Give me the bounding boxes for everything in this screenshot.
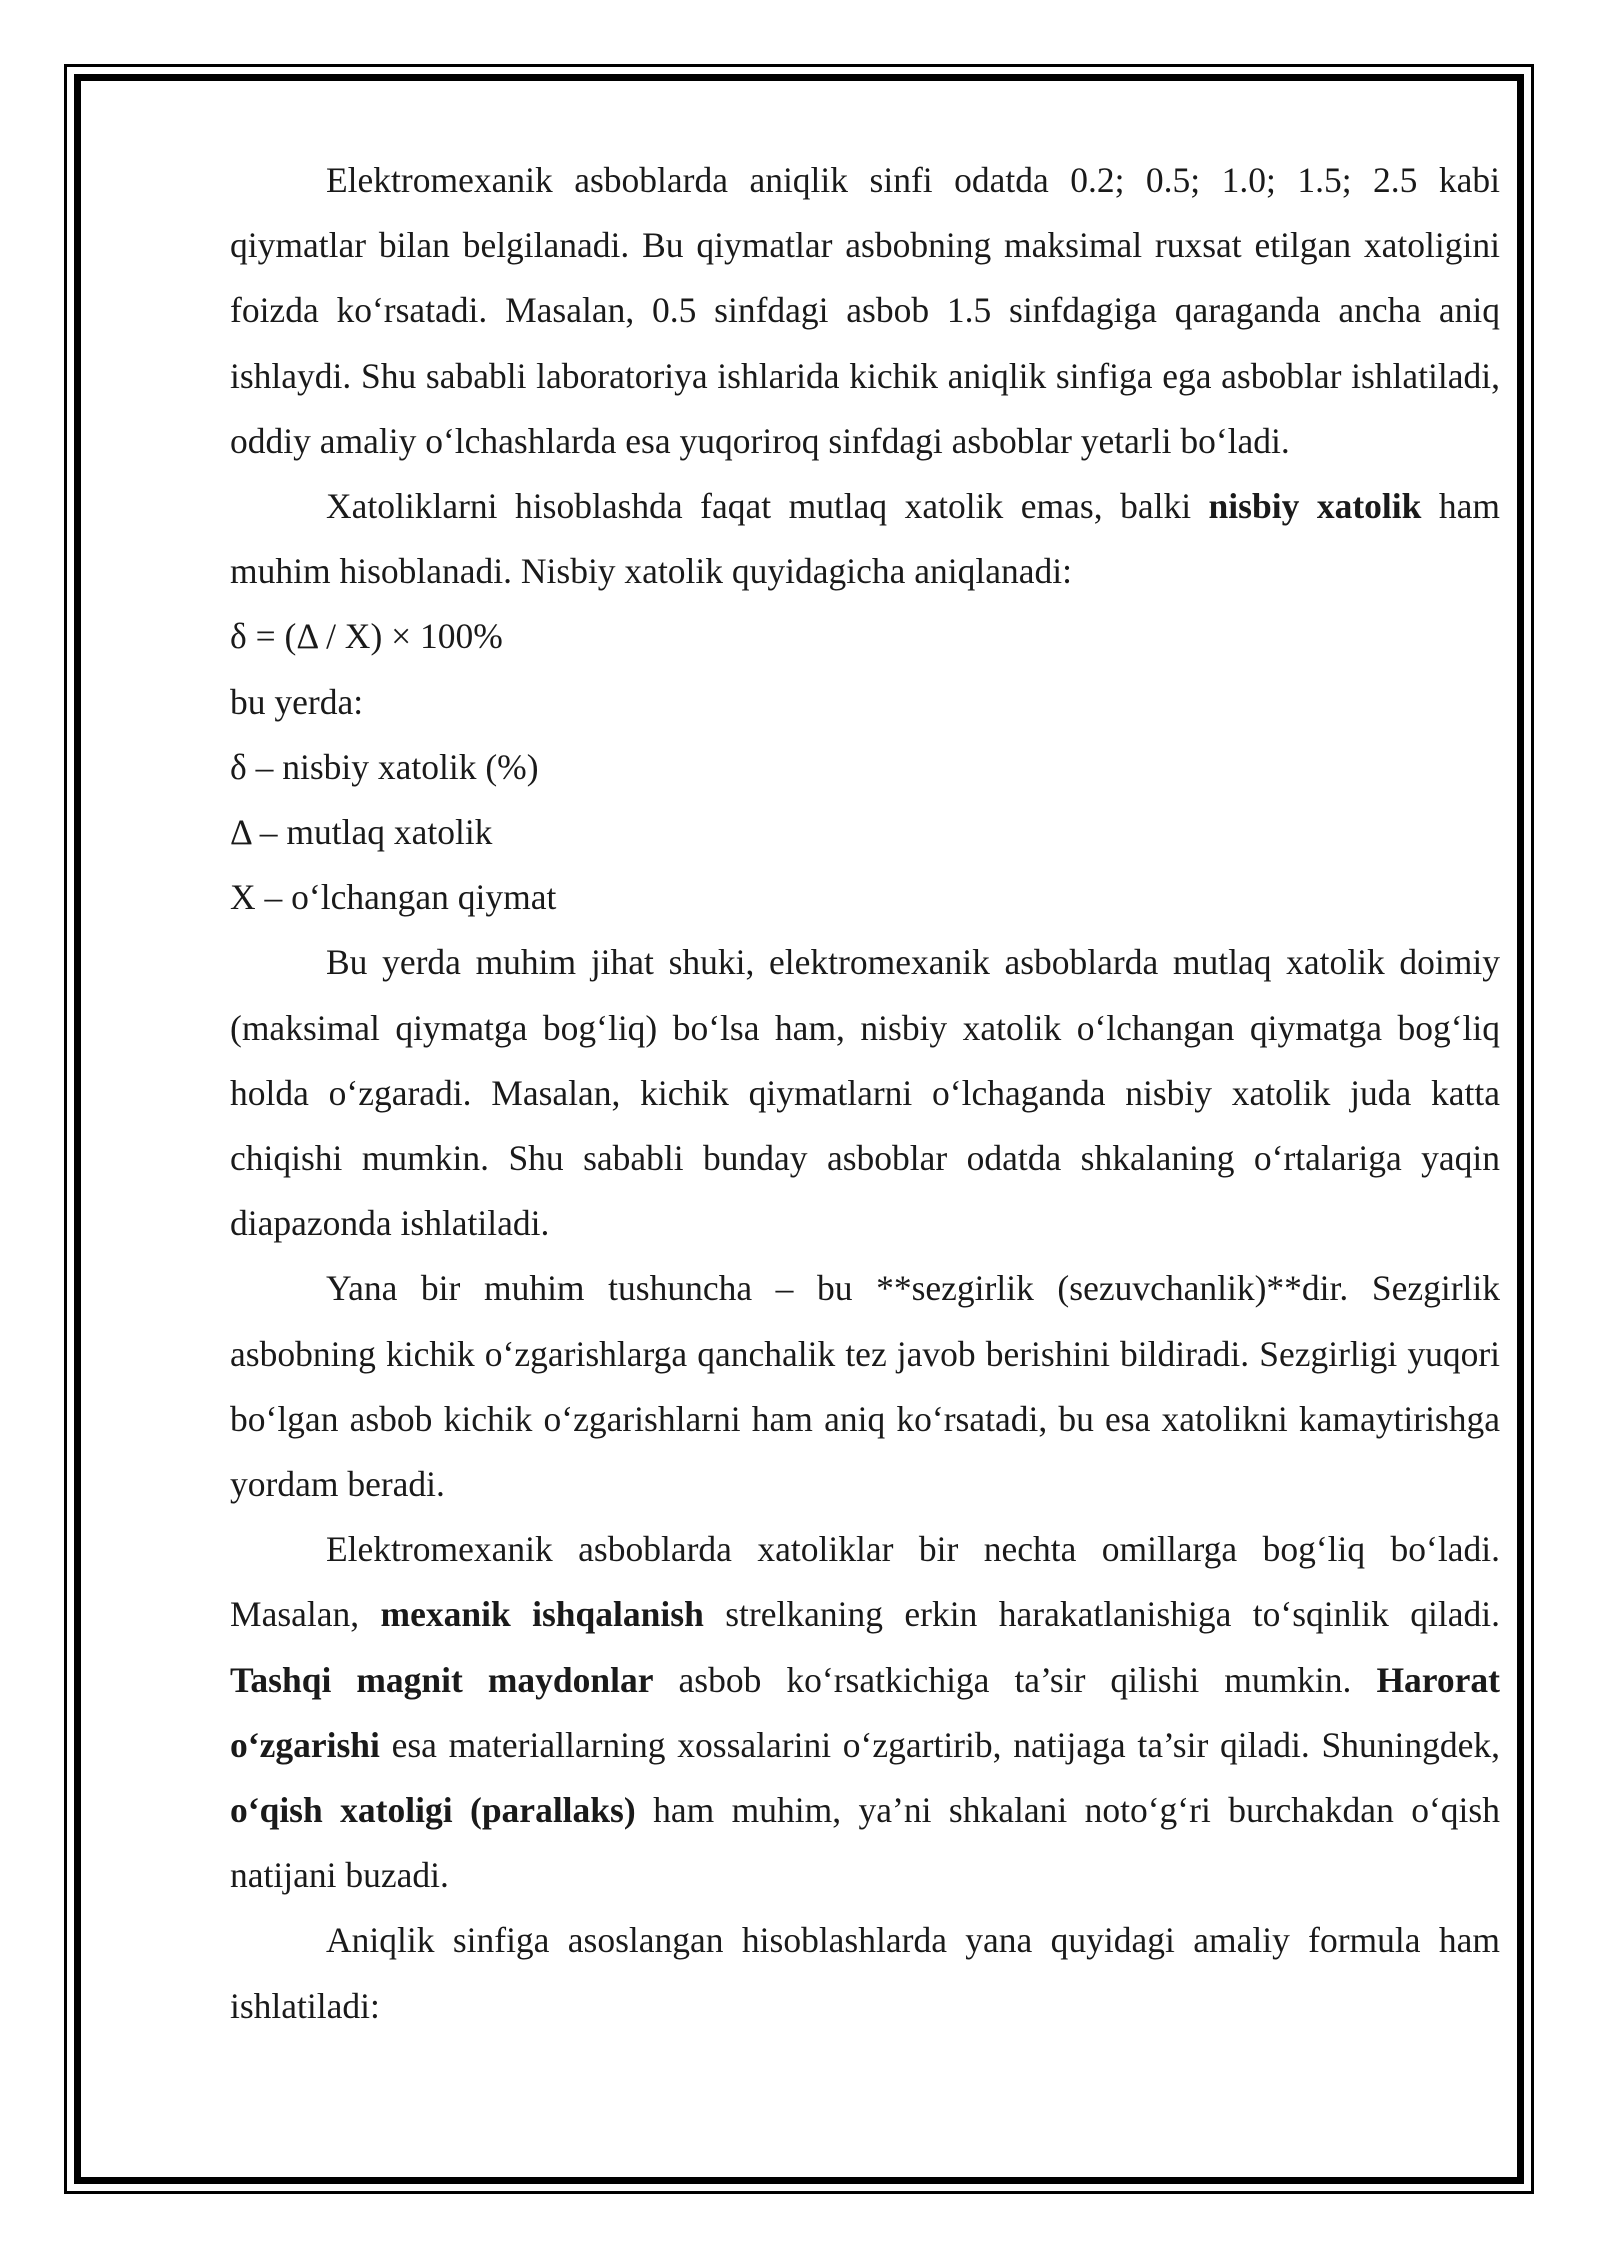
text-run: Xatoliklarni hisoblashda faqat mutlaq xatolik emas, balki: [326, 486, 1209, 527]
paragraph-relative-error: [230, 474, 1500, 604]
text-run: Aniqlik sinfiga asoslangan hisoblashlarda yana quyidagi amaliy formula ham ishlatiladi:: [230, 1920, 1500, 2026]
formula-line: [230, 604, 1500, 669]
bold-term: o‘qish xatoligi (parallaks): [230, 1790, 636, 1831]
document-body: [230, 148, 1500, 2039]
text-run: ham muhim hisoblanadi. Nisbiy xatolik quyidagicha aniqlanadi:: [230, 486, 1500, 592]
text-run: strelkaning erkin harakatlanishiga to‘sqinlik qiladi.: [703, 1594, 1500, 1635]
formula-text: δ = (Δ / X) × 100%: [230, 616, 503, 657]
bold-term: nisbiy xatolik: [1208, 486, 1422, 527]
paragraph-sensitivity: [230, 1256, 1500, 1517]
text-run: ham muhim, ya’ni shkalani noto‘g‘ri burchakdan o‘qish natijani buzadi.: [230, 1790, 1500, 1896]
paragraph-error-factors: [230, 1517, 1500, 1908]
text-run: asbob ko‘rsatkichiga ta’sir qilishi mumkin.: [653, 1659, 1377, 1700]
text-run: esa materiallarning xossalarini o‘zgartirib, natijaga ta’sir qiladi. Shuningdek,: [379, 1724, 1500, 1765]
definition-absolute-error: [230, 800, 1500, 865]
text-run: Δ – mutlaq xatolik: [230, 812, 493, 853]
paragraph-accuracy-class: [230, 148, 1500, 474]
bold-term: Harorat o‘zgarishi: [230, 1659, 1500, 1765]
text-run: Elektromexanik asboblarda aniqlik sinfi odatda 0.2; 0.5; 1.0; 1.5; 2.5 kabi qiymatlar bilan belgilanadi. Bu qiymatlar asbobning maksimal ruxsat etilgan xatoligini foizda ko‘rsatadi. Masalan, 0.5 sinfdagi asbob 1.5 sinfdagiga qaraganda ancha aniq ishlaydi. Shu sababli laboratoriya ishlarida kichik aniqlik sinfiga ega asboblar ishlatiladi, oddiy amaliy o‘lchashlarda esa yuqoriroq sinfdagi asboblar yetarli bo‘ladi.: [230, 160, 1500, 461]
definition-measured-value: [230, 865, 1500, 930]
where-line: [230, 670, 1500, 735]
text-run: X – o‘lchangan qiymat: [230, 877, 557, 918]
bold-term: mexanik ishqalanish: [380, 1594, 704, 1635]
text-run: Yana bir muhim tushuncha – bu **sezgirlik (sezuvchanlik)**dir. Sezgirlik asbobning kichik o‘zgarishlarga qanchalik tez javob berishini bildiradi. Sezgirligi yuqori bo‘lgan asbob kichik o‘zgarishlarni ham aniq ko‘rsatadi, bu esa xatolikni kamaytirishga yordam beradi.: [230, 1268, 1500, 1505]
text-run: δ – nisbiy xatolik (%): [230, 746, 539, 787]
paragraph-error-variation: [230, 930, 1500, 1256]
text-run: Bu yerda muhim jihat shuki, elektromexanik asboblarda mutlaq xatolik doimiy (maksimal qiymatga bog‘liq) bo‘lsa ham, nisbiy xatolik o‘lchangan qiymatga bog‘liq holda o‘zgaradi. Masalan, kichik qiymatlarni o‘lchaganda nisbiy xatolik juda katta chiqishi mumkin. Shu sababli bunday asboblar odatda shkalaning o‘rtalariga yaqin diapazonda ishlatiladi.: [230, 942, 1500, 1244]
text-run: bu yerda:: [230, 681, 364, 722]
bold-term: Tashqi magnit maydonlar: [230, 1659, 654, 1700]
paragraph-practical-formula: [230, 1908, 1500, 2038]
text-run: Elektromexanik asboblarda xatoliklar bir nechta omillarga bog‘liq bo‘ladi. Masalan,: [230, 1529, 1500, 1635]
definition-delta: [230, 735, 1500, 800]
